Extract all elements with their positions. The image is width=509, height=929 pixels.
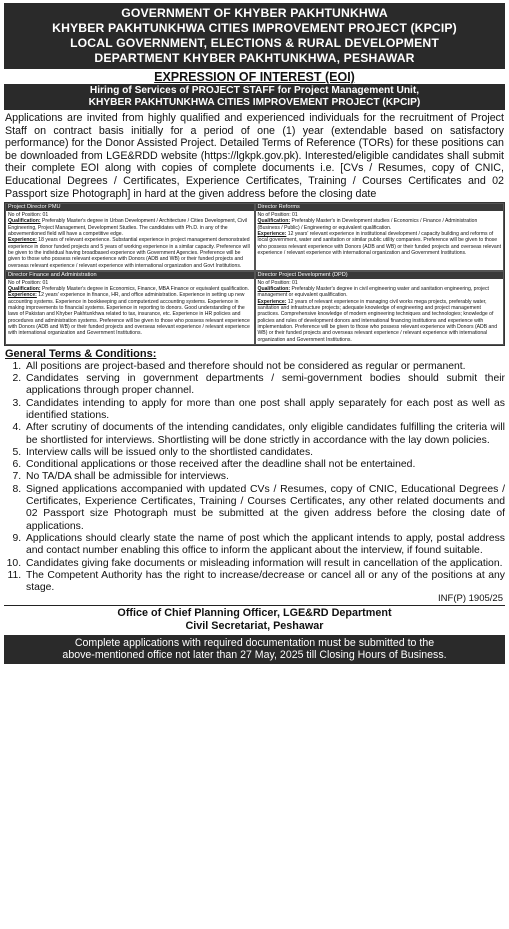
hiring-line-1: Hiring of Services of PROJECT STAFF for Project Management Unit,	[89, 85, 420, 96]
header-banner	[4, 3, 505, 69]
position-qualification: Qualification: Preferably Master's degree in Urban Development / Architecture / Cities Development, Civil Engineering, Project Management, Development Studies. The candidates with Ph.D. in any of the abovementioned field will have a competitive edge.	[8, 218, 248, 238]
position-count: No of Position: 01	[8, 279, 49, 286]
position-card-director-reforms	[255, 203, 505, 271]
terms-list	[4, 361, 505, 595]
position-title: Director Finance and Administration	[6, 272, 254, 279]
position-qualification: Qualification: Preferably Master's in Development studies / Economics / Finance / Administration (Business / Public) / Engineering or equivalent qualification.	[257, 218, 478, 231]
intro-paragraph: Applications are invited from highly qualified and experienced individuals for the recruitment of Project Staff on contract basis initially for a period of one (1) year (extendable based on satisfactory performance) for the Donor Assisted Project. Detailed Terms of Reference (TORs) for these positions can be downloaded from LGE&RDD website (https://lgkpk.gov.pk). Interested/eligible candidates shall submit their complete EOI along with copies of complete documents i.e. [CVs / Resumes, copy of CNIC, Educational Degrees / Certificates, Experience Certificates, Training / Courses Certificates and 02 Passport size Photograph] in hard at the given address before the closing date	[5, 112, 504, 200]
office-name: Office of Chief Planning Officer, LGE&RD Department	[117, 607, 392, 620]
eoi-title: EXPRESSION OF INTEREST (EOI)	[154, 70, 355, 84]
position-title: Project Director PMU	[6, 204, 254, 211]
hiring-line-2: KHYBER PAKHTUNKHWA CITIES IMPROVEMENT PROJECT (KPCIP)	[88, 97, 421, 108]
terms-heading: General Terms & Conditions:	[5, 347, 157, 360]
deadline-line-2: above-mentioned office not later than 27 May, 2025 till Closing Hours of Business.	[62, 649, 447, 662]
position-experience: Experience: 12 years' relevant experience in institutional development / capacity building and reforms of local government, water and sanitation or similar public utility companies. Preference will be given to those who possess relevant experience with Donors (ADB and WB) or their funded projects and overseas relevant experience / relevant experience with international organization and Government Institutions.	[257, 231, 501, 256]
term-item: 2. Candidates serving in government departments / semi-government bodies should submit their applications through proper channel.	[24, 373, 505, 398]
deadline-line-1: Complete applications with required documentation must be submitted to the	[74, 636, 435, 649]
position-title: Director Project Development (DPD)	[256, 272, 504, 279]
position-card-director-project-development	[255, 271, 505, 345]
header-line-government: GOVERNMENT OF KHYBER PAKHTUNKHWA	[121, 6, 388, 20]
deadline-banner	[4, 635, 505, 664]
position-experience: Experience: 12 years of relevant experience in managing civil works mega projects, preferably water, sanitation and infrastructure projects; adequate knowledge of engineering and project management practices. Comprehensive knowledge of modern engineering techniques and technologies; knowledge of policies and rules of development donors and international financing institutions and experience with implementation. Preference will be given to those who possess relevant experience with Donors (ADB and WB) or their funded projects and overseas relevant experience / relevant experience with international organization and Government Institutions.	[257, 298, 498, 343]
header-line-location: DEPARTMENT KHYBER PAKHTUNKHWA, PESHAWAR	[94, 51, 415, 65]
inf-code: INF(P) 1905/25	[438, 593, 503, 605]
hiring-banner	[4, 84, 505, 110]
position-experience: Experience: 18 years of relevant experience. Substantial experience in project management demonstrated experience in donor funded projects and 5 years of working experience in a similar capacity. Preference will be given to the individual having broadbased experience with Government Agencies. Preference will be given to those who possess relevant experience with Donors (ADB and WB) or their funded projects and overseas relevant experience / relevant experience with international organization and Govt Institutions.	[8, 237, 250, 269]
position-count: No of Position: 01	[257, 212, 298, 219]
office-address	[4, 605, 505, 632]
header-line-department: LOCAL GOVERNMENT, ELECTIONS & RURAL DEVELOPMENT	[70, 36, 439, 50]
position-title: Director Reforms	[256, 204, 504, 211]
term-item: 10. Candidates giving fake documents or misleading information will result in cancellation of the application.	[24, 558, 505, 570]
term-item: 6. Conditional applications or those received after the deadline shall not be entertained.	[24, 459, 505, 471]
term-item: 1. All positions are project-based and therefore should not be considered as regular or permanent.	[24, 361, 505, 373]
term-item: 9. Applications should clearly state the name of post which the applicant intends to apply, postal address and contact number enabling this office to inform the applicant about the interview, if found suitable.	[24, 533, 505, 558]
term-item: 7. No TA/DA shall be admissible for interviews.	[24, 471, 505, 483]
term-item: 3. Candidates intending to apply for more than one post shall apply separately for each post as well as identified stations.	[24, 398, 505, 423]
position-experience: Experience: 12 years' experience in finance, HR, and office administration. Experience in setting up new accounting systems. Experience in bookkeeping and computerized accounting systems. Experience in making improvements to financial systems. Experience in reporting to donors. Good understanding of the laws of Pakistan and Khyber Pakhtunkhwa related to tax, insurance, etc. Experience in HR policies and procedures and administration systems. Preference will be given to those who possess relevant experience with Donors (ADB and WB) or their funded projects and overseas relevant experience / relevant experience with international organization and Government Institutions.	[8, 292, 250, 337]
position-qualification: Qualification: Preferably Master's degree in Economics, Finance, MBA Finance or equivalent qualification.	[8, 286, 250, 293]
positions-grid	[4, 202, 505, 346]
position-card-project-director	[5, 203, 255, 271]
position-qualification: Qualification: Preferably Master's degree in civil engineering water and sanitation engineering, project management or equivalent qualification.	[257, 286, 489, 299]
position-count: No of Position: 01	[257, 279, 298, 286]
header-line-project: KHYBER PAKHTUNKHWA CITIES IMPROVEMENT PROJECT (KPCIP)	[52, 21, 457, 35]
term-item: 5. Interview calls will be issued only to the shortlisted candidates.	[24, 447, 505, 459]
position-card-director-finance	[5, 271, 255, 345]
term-item: 4. After scrutiny of documents of the intending candidates, only eligible candidates fulfilling the criteria will be shortlisted for interviews. Shortlisting will be done strictly in accordance with the lay down policies.	[24, 422, 505, 447]
term-item: 8. Signed applications accompanied with updated CVs / Resumes, copy of CNIC, Educational Degrees / Certificates, Experience Certificates, Training / Courses Certificates, any other related documents and 02 Passport size Photograph must be submitted at the given address before the closing date of applications.	[24, 484, 505, 533]
term-item: 11. The Competent Authority has the right to increase/decrease or cancel all or any of the positions at any stage.	[24, 570, 505, 595]
position-count: No of Position: 01	[8, 212, 49, 219]
office-location: Civil Secretariat, Peshawar	[185, 620, 324, 633]
